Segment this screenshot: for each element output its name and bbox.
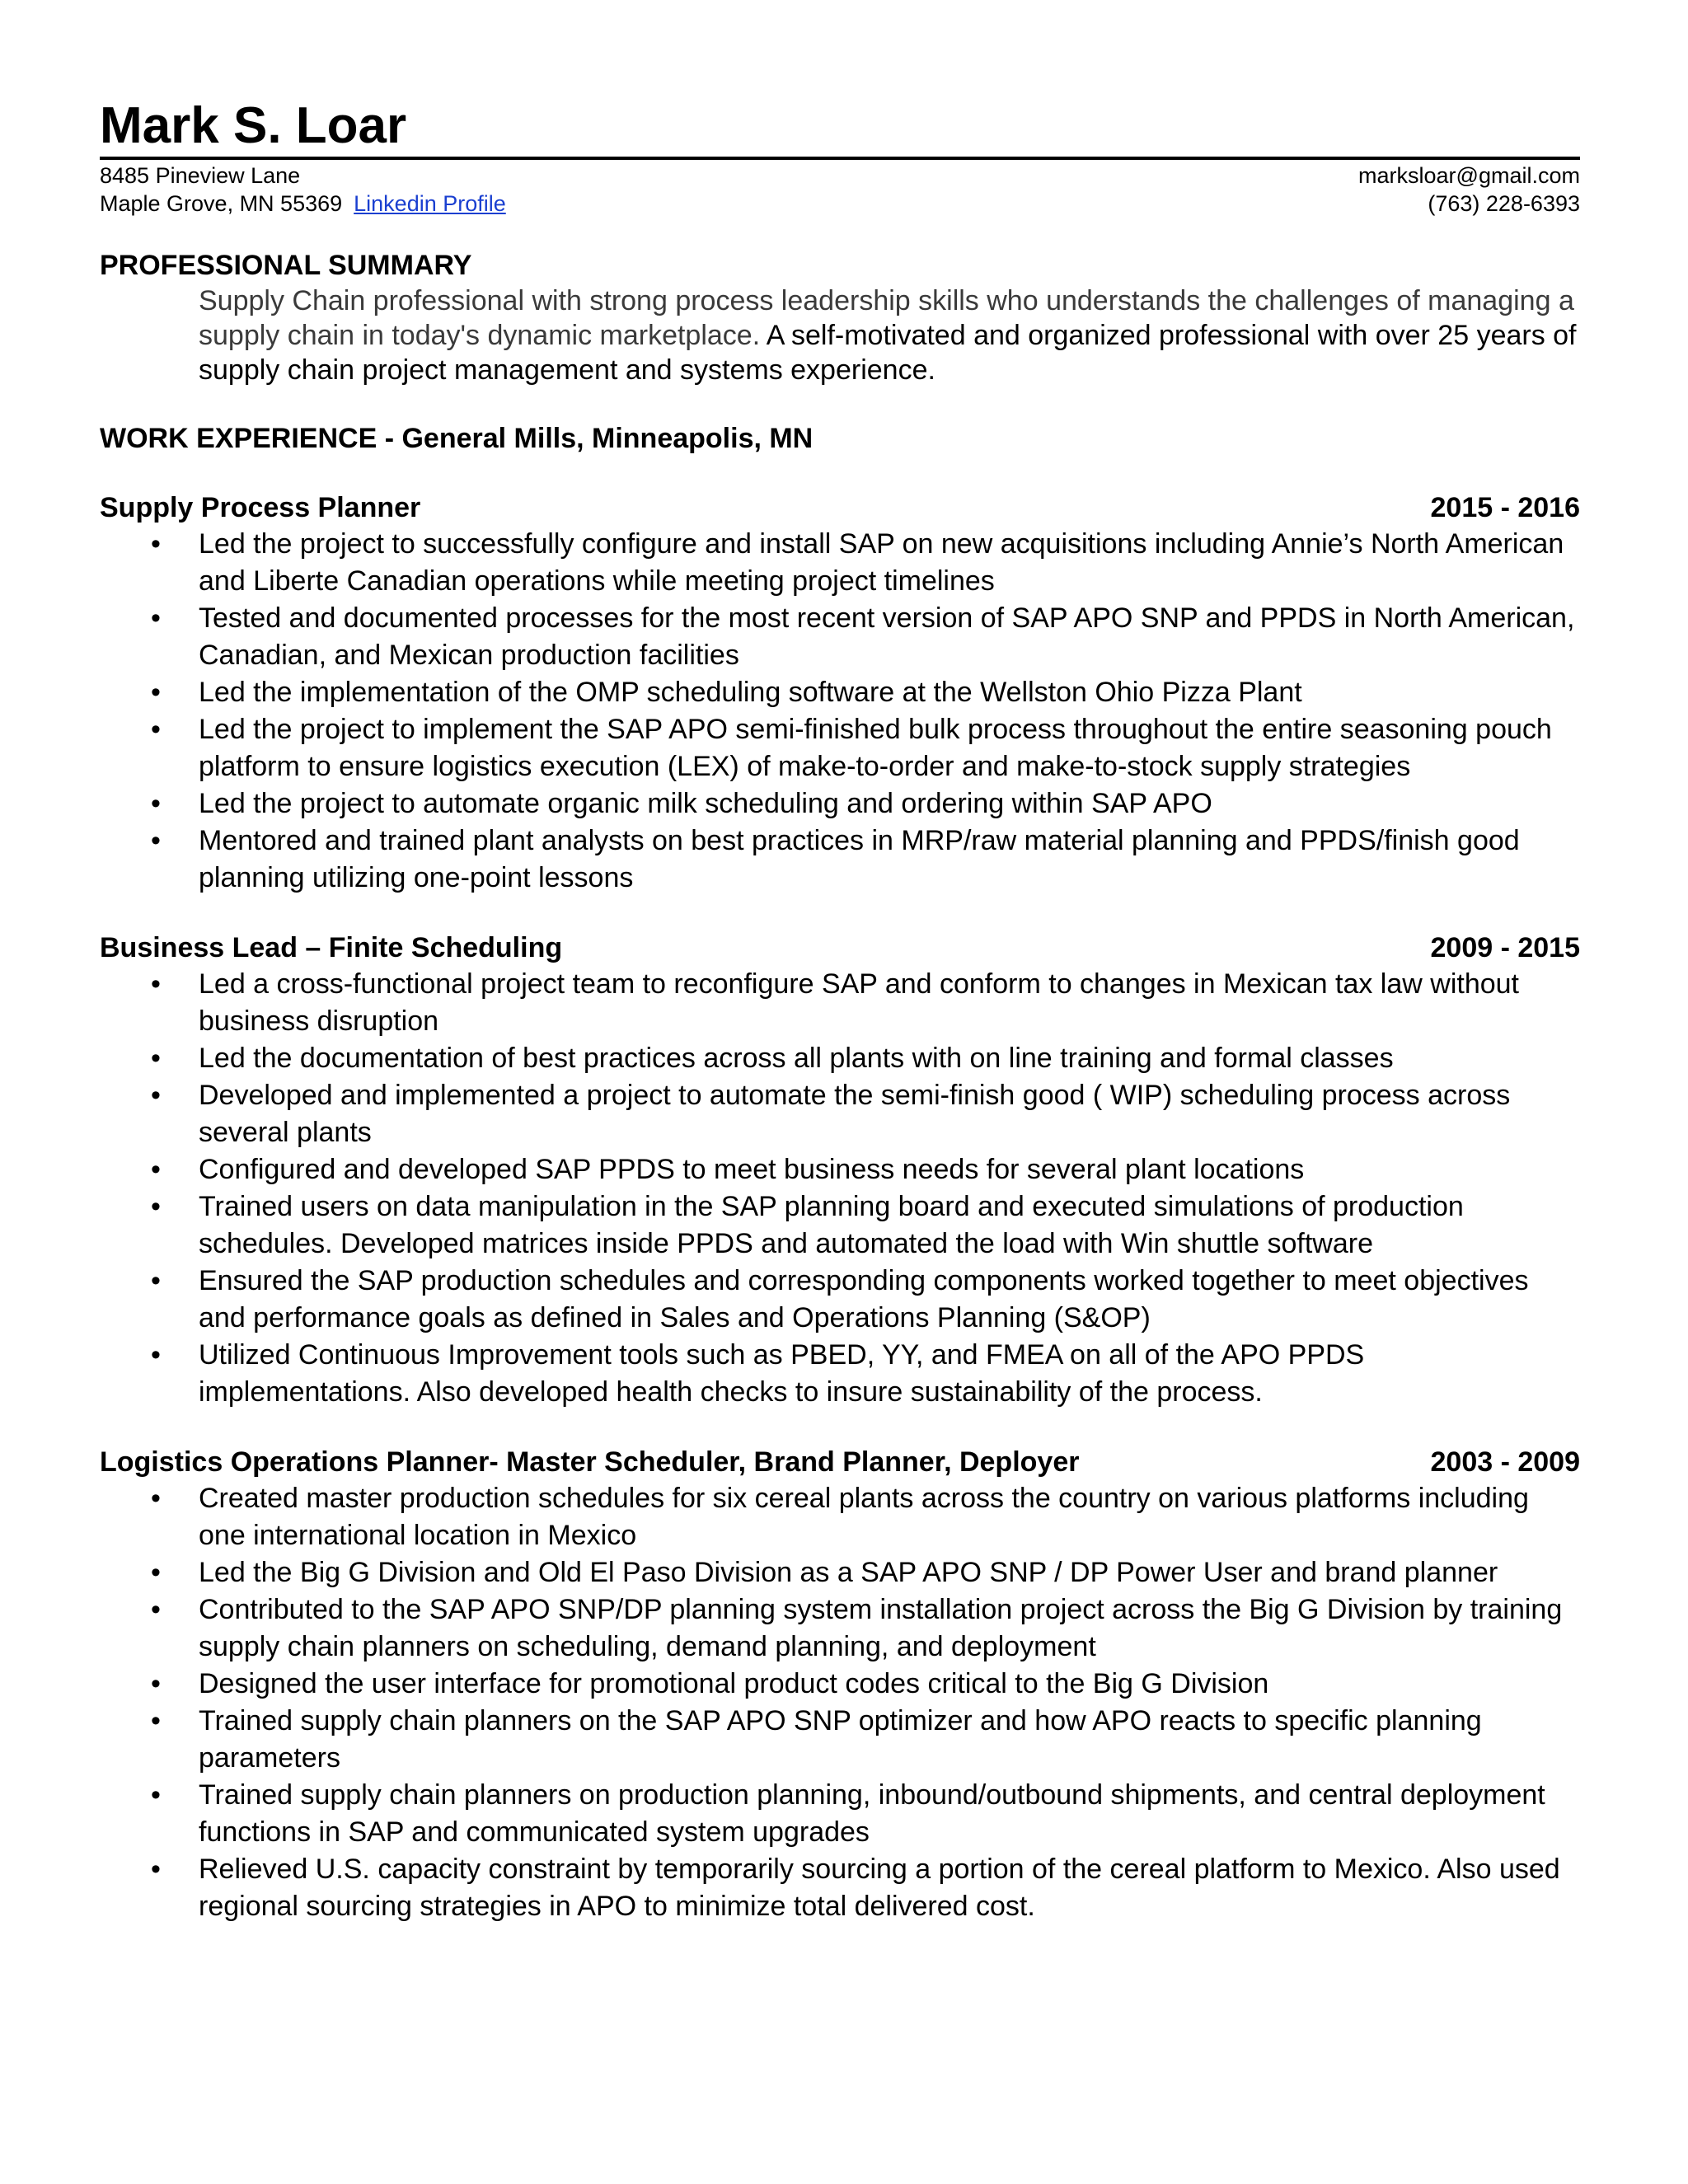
contact-row-2 (100, 190, 1580, 218)
job-bullet-list (100, 1480, 1580, 1925)
job-bullet: • Ensured the SAP production schedules and corresponding components worked together to meet objectives and performance goals as defined in Sales and Operations Planning (S&OP) (100, 1263, 1580, 1337)
job-entry (100, 490, 1580, 897)
summary-heading: PROFESSIONAL SUMMARY (100, 250, 472, 281)
job-bullet: • Created master production schedules for six cereal plants across the country on various platforms including one international location in Mexico (100, 1480, 1580, 1554)
summary-text-part1: Supply Chain professional with strong process leadership skills who understands the challenges of managing a supply chain in today's dynamic marketplace. (199, 285, 1574, 351)
contact-block (100, 162, 1580, 218)
experience-section (100, 420, 1580, 1925)
job-dates: 2009 - 2015 (1430, 932, 1580, 963)
job-entry (100, 930, 1580, 1411)
job-title: Business Lead – Finite Scheduling (100, 932, 563, 963)
job-bullet: • Utilized Continuous Improvement tools such as PBED, YY, and FMEA on all of the APO PPDS implementations. Also developed health checks to insure sustainability of the process. (100, 1337, 1580, 1411)
job-bullet: • Developed and implemented a project to automate the semi-finish good ( WIP) scheduling process across several plants (100, 1077, 1580, 1151)
job-title: Supply Process Planner (100, 492, 421, 523)
job-header (100, 1444, 1580, 1480)
job-header (100, 930, 1580, 966)
summary-section (100, 247, 1580, 387)
job-bullet: • Trained supply chain planners on production planning, inbound/outbound shipments, and central deployment functions in SAP and communicated system upgrades (100, 1777, 1580, 1851)
job-bullet: • Trained supply chain planners on the SAP APO SNP optimizer and how APO reacts to specific planning parameters (100, 1703, 1580, 1777)
summary-text (100, 284, 1580, 387)
job-bullet: • Designed the user interface for promotional product codes critical to the Big G Division (100, 1666, 1580, 1703)
job-bullet: • Led the project to implement the SAP APO semi-finished bulk process throughout the entire seasoning pouch platform to ensure logistics execution (LEX) of make-to-order and make-to-stock supply strategies (100, 711, 1580, 785)
address-line2: Maple Grove, MN 55369 (100, 191, 343, 216)
job-bullet-list (100, 526, 1580, 897)
candidate-name: Mark S. Loar (100, 97, 407, 154)
job-bullet: • Tested and documented processes for the most recent version of SAP APO SNP and PPDS in North American, Canadian, and Mexican production facilities (100, 600, 1580, 674)
summary-text-part2: A self-motivated and organized professional with over 25 years of supply chain project management and systems experience. (199, 320, 1577, 386)
job-bullet: • Led the project to automate organic milk scheduling and ordering within SAP APO (100, 785, 1580, 823)
phone: (763) 228-6393 (1428, 191, 1580, 216)
experience-heading: WORK EXPERIENCE - General Mills, Minneapolis, MN (100, 423, 814, 454)
job-bullet: • Configured and developed SAP PPDS to meet business needs for several plant locations (100, 1151, 1580, 1188)
job-bullet: • Led the implementation of the OMP scheduling software at the Wellston Ohio Pizza Plant (100, 674, 1580, 711)
job-dates: 2015 - 2016 (1430, 492, 1580, 523)
job-dates: 2003 - 2009 (1430, 1446, 1580, 1478)
job-bullet-list (100, 966, 1580, 1411)
job-bullet: • Contributed to the SAP APO SNP/DP planning system installation project across the Big G Division by training supply chain planners on scheduling, demand planning, and deployment (100, 1591, 1580, 1666)
contact-row-1 (100, 162, 1580, 190)
job-entry (100, 1444, 1580, 1925)
address-line1: 8485 Pineview Lane (100, 163, 301, 188)
job-bullet: • Mentored and trained plant analysts on best practices in MRP/raw material planning and PPDS/finish good planning utilizing one-point lessons (100, 823, 1580, 897)
job-bullet: • Led the project to successfully configure and install SAP on new acquisitions including Annie’s North American and Liberte Canadian operations while meeting project timelines (100, 526, 1580, 600)
resume-page (100, 97, 1580, 1925)
linkedin-profile-link[interactable]: Linkedin Profile (354, 191, 506, 216)
job-bullet: • Trained users on data manipulation in the SAP planning board and executed simulations of production schedules. Developed matrices inside PPDS and automated the load with Win shuttle software (100, 1188, 1580, 1263)
job-header (100, 490, 1580, 526)
email: marksloar@gmail.com (1358, 163, 1580, 188)
job-bullet: • Led a cross-functional project team to reconfigure SAP and conform to changes in Mexican tax law without business disruption (100, 966, 1580, 1040)
job-bullet: • Led the documentation of best practices across all plants with on line training and formal classes (100, 1040, 1580, 1077)
job-bullet: • Relieved U.S. capacity constraint by temporarily sourcing a portion of the cereal platform to Mexico. Also used regional sourcing strategies in APO to minimize total delivered cost. (100, 1851, 1580, 1925)
job-bullet: • Led the Big G Division and Old El Paso Division as a SAP APO SNP / DP Power User and brand planner (100, 1554, 1580, 1591)
header-divider (100, 157, 1580, 160)
address-line2-group (100, 190, 506, 218)
job-title: Logistics Operations Planner- Master Scheduler, Brand Planner, Deployer (100, 1446, 1080, 1478)
